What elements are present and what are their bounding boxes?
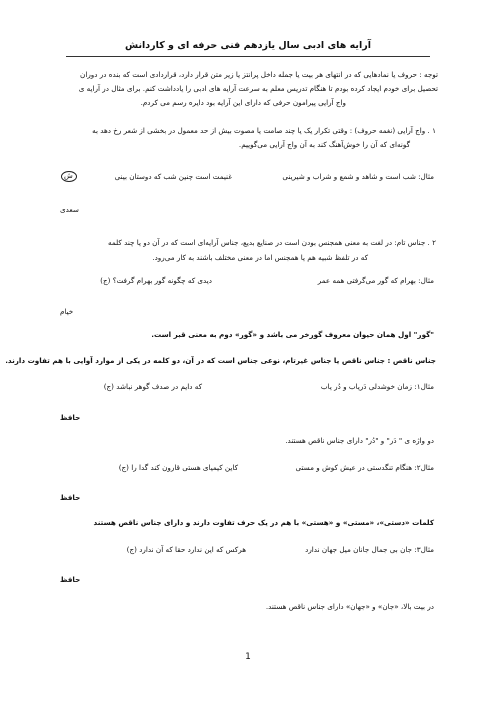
- naqes-ex3-left: هرکس که این ندارد حقا که آن ندارد (ج): [126, 545, 246, 554]
- naqes-definition: جناس ناقص : جناس ناقص یا جناس غیرتام، نوعی جناس است که در آن، دو کلمه در یکی از موارد آوایی با هم تفاوت دارند.: [5, 356, 436, 365]
- naqes-ex1-left: که دایم در صدف گوهر نباشد (ج): [103, 382, 202, 391]
- title-underline: [66, 56, 430, 57]
- note-line-1: توجه : حروف یا نمادهایی که در انتهای هر بیت یا جمله داخل پرانتز یا زیر متن قرار دارد، قراردادی است که بنده در دوران: [80, 70, 438, 79]
- naqes-poet-1: حافظ: [60, 413, 81, 422]
- sec1-line-1: ۱ . واج آرایی (نغمه حروف) : وقتی تکرار یک یا چند صامت یا مصوت بیش از حد معمول در بخشی از شعر رخ دهد به: [92, 126, 436, 135]
- naqes-ex2-left: کاین کیمیای هستی قارون کند گدا را (ج): [118, 463, 238, 472]
- note-line-3: واج آرایی پیرامون حرفی که دارای این آرایه بود دایره رسم می کردم.: [140, 98, 346, 107]
- sec2-explanation: "گور" اول همان حیوان معروف گورخر می باشد و «گور» دوم به معنی قبر است.: [151, 330, 434, 339]
- page-number: 1: [245, 652, 251, 662]
- sec1-example-right: مثال: شب است و شاهد و شمع و شراب و شیرینی: [282, 172, 434, 181]
- sec2-poet: خیام: [60, 307, 74, 316]
- sec1-example-left: غنیمت است چنین شب که دوستان بینی: [114, 172, 232, 181]
- naqes-ex3-right: مثال۳: جان بی جمال جانان میل جهان ندارد: [305, 545, 434, 554]
- page-title: آرایه های ادبی سال یازدهم فنی حرفه ای و کاردانش: [125, 40, 371, 51]
- note-line-2: تحصیل برای خودم ایجاد کرده بودم تا هنگام تدریس معلم به سرعت آرایه های ادبی را یادداشت کنم. برای مثال در آرایه ی: [78, 84, 438, 93]
- sec2-example-right: مثال: بهرام که گور می‌گرفتی همه عمر: [317, 276, 434, 285]
- naqes-explanation-1: دو واژه ی " دَر" و "دُر" دارای جناس ناقص هستند.: [285, 436, 434, 445]
- naqes-poet-3: حافظ: [60, 575, 81, 584]
- naqes-poet-2: حافظ: [60, 493, 81, 502]
- naqes-explanation-2: کلمات «دستی»، «مستی» و «هستی» با هم در یک حرف تفاوت دارند و دارای جناس ناقص هستند: [93, 518, 434, 527]
- naqes-explanation-3: در بیت بالا، «جان» و «جهان» دارای جناس ناقص هستند.: [265, 602, 434, 611]
- sec1-line-2: گونه‌ای که آن را خوش‌آهنگ کند به آن واج آرایی می‌گوییم.: [238, 140, 410, 149]
- naqes-ex2-right: مثال۲: هنگام تنگدستی در عیش کوش و مستی: [295, 463, 434, 472]
- sec2-example-left: دیدی که چگونه گور بهرام گرفت؟ (ج): [100, 276, 212, 285]
- naqes-ex1-right: مثال۱: زمان خوشدلی دَریاب و دُر یاب: [320, 382, 434, 391]
- sec2-line-1: ۲ . جناس تام: در لغت به معنی همجنس بودن است در صنایع بدیع، جناس آرایه‌ای است که در آن دو یا چند کلمه: [107, 238, 436, 247]
- sec1-poet: سعدی: [60, 205, 79, 214]
- sec2-line-2: که در تلفظ شبیه هم یا همجنس اما در معنی مختلف باشند به کار می‌رود.: [152, 253, 368, 262]
- circled-letter: ش: [64, 171, 73, 180]
